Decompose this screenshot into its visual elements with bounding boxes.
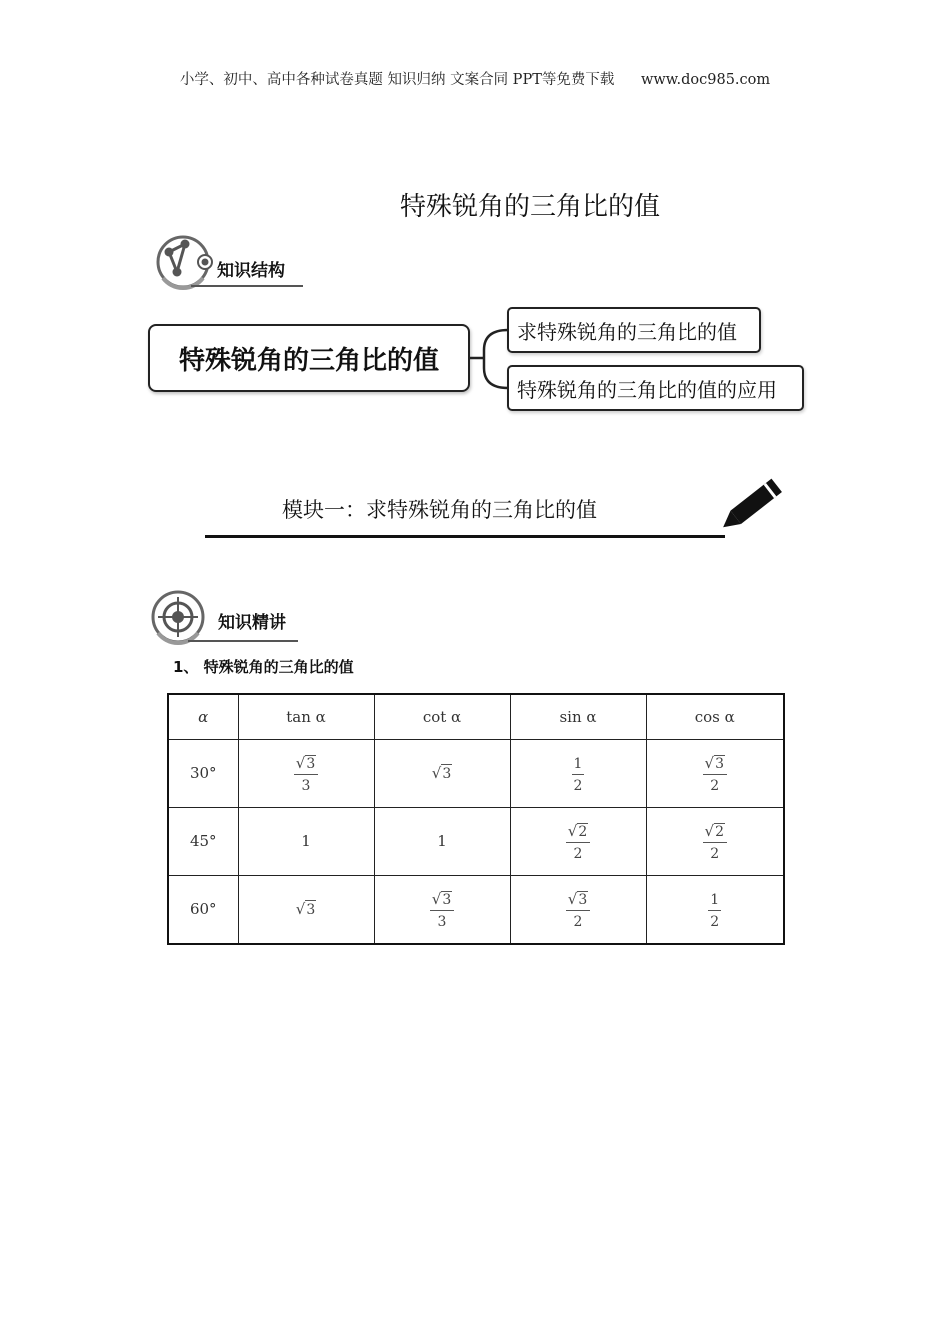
radical-sign: √ [567, 821, 578, 840]
value-cell-cos [646, 807, 784, 875]
section-label-structure: 知识结构 [217, 261, 285, 281]
sqrt-expression [296, 900, 316, 918]
fraction [703, 755, 727, 793]
value-cell-cos [646, 740, 784, 808]
section-underline [191, 285, 303, 287]
radical-sign: √ [295, 753, 306, 772]
table-header-cell: tan α [238, 694, 374, 740]
radicand: 2 [715, 823, 724, 840]
denominator: 2 [710, 845, 720, 862]
value-cell-sin [510, 740, 646, 808]
value-cell-tan [238, 875, 374, 944]
radical-sign: √ [431, 764, 442, 783]
table-row [168, 875, 784, 944]
table-header-cell: α [168, 694, 238, 740]
denominator: 2 [573, 845, 583, 862]
item-heading: 1、 特殊锐角的三角比的值 [173, 658, 354, 676]
value-cell-cos [646, 875, 784, 944]
page-header [0, 68, 950, 89]
fraction [566, 891, 590, 929]
numerator: 1 [573, 755, 583, 772]
numerator [430, 891, 454, 910]
sqrt-expression [568, 891, 588, 907]
sqrt-expression [705, 823, 725, 839]
numerator [703, 823, 727, 842]
value-cell-tan [238, 740, 374, 808]
sqrt-expression [296, 755, 316, 771]
table-row [168, 740, 784, 808]
fraction [294, 755, 318, 793]
value-cell-tan [238, 807, 374, 875]
table-row [168, 807, 784, 875]
numerator [566, 891, 590, 910]
mindmap-child-1: 求特殊锐角的三角比的值 [507, 307, 761, 353]
fraction [566, 823, 590, 861]
plain-value: 1 [437, 832, 447, 851]
fraction [430, 891, 454, 929]
denominator: 2 [710, 913, 720, 930]
table-header-cell: cot α [374, 694, 510, 740]
page-title: 特殊锐角的三角比的值 [399, 192, 660, 222]
value-cell-cot [374, 807, 510, 875]
radicand: 3 [578, 891, 588, 908]
fraction [708, 893, 721, 929]
value-cell-cot [374, 875, 510, 944]
numerator [703, 755, 727, 774]
section-label-lecture: 知识精讲 [218, 613, 286, 633]
radical-sign: √ [295, 900, 306, 919]
table-header-cell: sin α [510, 694, 646, 740]
radicand: 3 [306, 755, 316, 772]
target-circle-icon [150, 588, 212, 648]
angle-cell: 60° [168, 875, 238, 944]
table-header-row [168, 694, 784, 740]
angle-cell: 45° [168, 807, 238, 875]
section-knowledge-structure [155, 232, 315, 292]
sqrt-expression [432, 764, 452, 782]
denominator: 2 [573, 913, 583, 930]
pencil-icon [714, 468, 794, 542]
angle-cell: 30° [168, 740, 238, 808]
radical-sign: √ [704, 821, 715, 840]
value-cell-cot [374, 740, 510, 808]
radicand: 3 [306, 902, 316, 919]
table-header-cell: cos α [646, 694, 784, 740]
value-cell-sin [510, 807, 646, 875]
mindmap-root: 特殊锐角的三角比的值 [148, 324, 470, 392]
radicand: 3 [442, 766, 452, 783]
denominator: 3 [301, 777, 311, 794]
denominator: 3 [437, 913, 447, 930]
denominator: 2 [710, 777, 720, 794]
radical-sign: √ [704, 753, 715, 772]
trig-values-table [167, 693, 785, 945]
denominator: 2 [573, 777, 583, 794]
numerator [566, 823, 590, 842]
sqrt-expression [568, 823, 588, 839]
fraction [703, 823, 727, 861]
numerator: 1 [710, 891, 720, 908]
radicand: 3 [715, 755, 724, 772]
sqrt-expression [432, 891, 452, 907]
value-cell-sin [510, 875, 646, 944]
module-title: 模块一：求特殊锐角的三角比的值 [282, 498, 597, 522]
plain-value: 1 [301, 832, 311, 851]
sqrt-expression [705, 755, 725, 771]
mindmap-child-2: 特殊锐角的三角比的值的应用 [507, 365, 804, 411]
radicand: 3 [442, 891, 452, 908]
header-text: 小学、初中、高中各种试卷真题 知识归纳 文案合同 PPT等免费下载 [179, 72, 615, 88]
mindmap-connector [470, 320, 510, 400]
header-url[interactable]: www.doc985.com [640, 72, 771, 88]
section-knowledge-lecture [150, 588, 310, 648]
section-underline-2 [188, 640, 298, 642]
module-underline [205, 535, 725, 538]
radical-sign: √ [431, 889, 442, 908]
radicand: 2 [578, 823, 588, 840]
radical-sign: √ [567, 889, 578, 908]
numerator [294, 755, 318, 774]
molecule-circle-icon [155, 232, 217, 292]
fraction [572, 757, 585, 793]
